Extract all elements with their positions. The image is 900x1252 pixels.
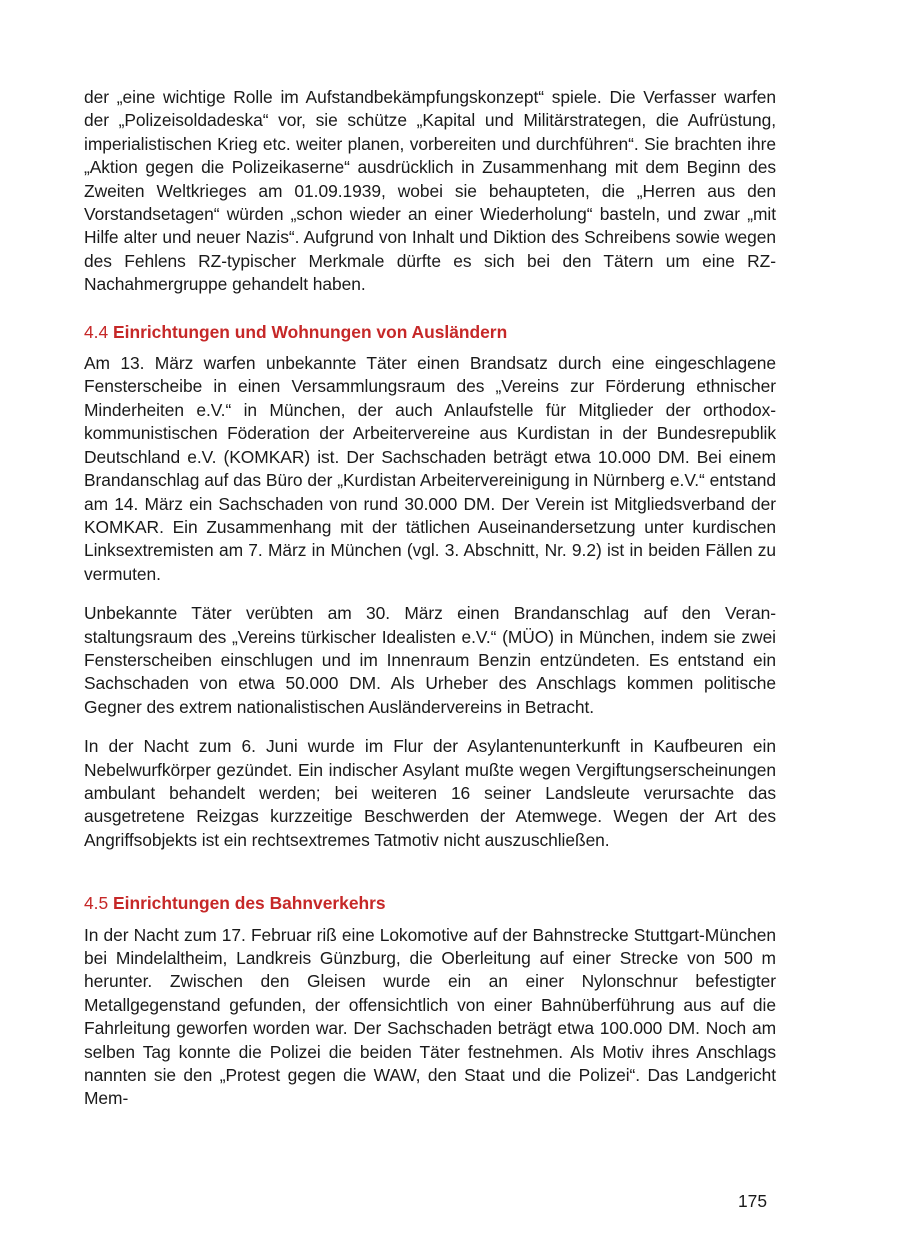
section-number: 4.4 [84,321,109,342]
section-title: Einrichtungen und Wohnungen von Ausländern [113,321,508,342]
page-number: 175 [738,1191,768,1211]
section-number: 4.5 [84,893,109,914]
intro-paragraph: der „eine wichtige Rolle im Aufstandbekämpfungskonzept“ spiele. Die Verfasser warfen der „Polizeisoldadeska“ vor, sie schütze „Kapital und Militärstrategen, die Aufrüstung, imperialistischen Krieg etc. weiter planen, vorbereiten und durchführen“. Sie brachten ihre „Aktion gegen die Polizeikaserne“ ausdrücklich in Zusammenhang mit dem Beginn des Zweiten Weltkrieges am 01.09.1939, wobei sie behaupteten, die „Herren aus den Vorstandsetagen“ würden „schon wieder an einer Wiederholung“ basteln, und zwar „mit Hilfe alter und neuer Nazis“. Aufgrund von Inhalt und Diktion des Schreibens sowie wegen des Fehlens RZ-typischer Merkmale dürfte es sich bei den Tätern um eine RZ-Nachahmergruppe gehandelt haben. [84,87,776,295]
paragraph: Unbekannte Täter verübten am 30. März einen Brandanschlag auf den Veranstaltungsraum des „Vereins türkischer Idealisten e.V.“ (MÜO) in München, indem sie zwei Fensterscheiben einschlugen und im Innenraum Benzin entzündeten. Es entstand ein Sachschaden von etwa 50.000 DM. Als Urheber des Anschlags kommen politische Gegner des extrem nationalistischen Ausländervereins in Betracht. [84,603,776,717]
section-heading [84,321,776,344]
section-4-4 [84,321,776,853]
paragraph: In der Nacht zum 6. Juni wurde im Flur der Asylantenunterkunft in Kaufbeuren ein Nebelwurfkörper gezündet. Ein indischer Asylant mußte wegen Vergiftungserscheinungen ambulant behandelt werden; bei weiteren 16 seiner Landsleute verursachte das ausgetretene Reizgas kurzzeitige Beschwerden der Atemwege. Wegen der Art des Angriffsobjekts ist ein rechtsextremes Tatmotiv nicht auszuschließen. [84,736,776,850]
section-heading [84,892,776,915]
section-4-5 [84,892,776,1111]
paragraph: Am 13. März warfen unbekannte Täter einen Brandsatz durch eine eingeschlagene Fensterscheibe in einen Versammlungsraum des „Vereins zur Förderung ethnischer Minderheiten e.V.“ in München, der auch Anlaufstelle für Mitglieder der orthodox-kommunistischen Föderation der Arbeitervereine aus Kurdistan in der Bundesrepublik Deutschland e.V. (KOMKAR) ist. Der Sachschaden beträgt etwa 10.000 DM. Bei einem Brandanschlag auf das Büro der „Kurdistan Arbeitervereinigung in Nürnberg e.V.“ entstand am 14. März ein Sachschaden von rund 30.000 DM. Der Verein ist Mitgliedsverband der KOMKAR. Ein Zusammenhang mit der tätlichen Auseinandersetzung unter kurdischen Linksextremisten am 7. März in München (vgl. 3. Abschnitt, Nr. 9.2) ist in beiden Fällen zu vermuten. [84,353,776,584]
paragraph: In der Nacht zum 17. Februar riß eine Lokomotive auf der Bahnstrecke Stuttgart-München bei Mindelaltheim, Landkreis Günzburg, die Oberleitung auf einer Strecke von 500 m herunter. Zwischen den Gleisen wurde ein an einer Nylonschnur befestigter Metallgegenstand gefunden, der offensichtlich von einer Bahnüberführung aus auf die Fahrleitung geworfen worden war. Der Sachschaden beträgt etwa 100.000 DM. Noch am selben Tag konnte die Polizei die beiden Täter festnehmen. Als Motiv ihres Anschlags nannten sie den „Protest gegen die WAW, den Staat und die Polizei“. Das Landgericht Mem- [84,924,776,1109]
section-title: Einrichtungen des Bahnverkehrs [113,893,386,914]
document-page [84,86,776,1111]
